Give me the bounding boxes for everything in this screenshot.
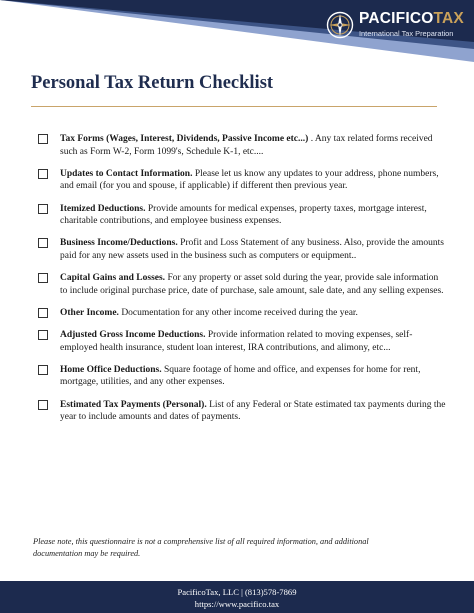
checklist-item xyxy=(38,272,448,297)
checkbox[interactable] xyxy=(38,400,48,410)
footer-contact: PacificoTax, LLC | (813)578-7869 xyxy=(177,587,297,597)
item-text: Documentation for any other income received during the year. xyxy=(118,307,358,318)
checkbox[interactable] xyxy=(38,169,48,179)
compass-icon xyxy=(326,11,354,39)
checkbox[interactable] xyxy=(38,134,48,144)
footer-website-link[interactable]: https://www.pacifico.tax xyxy=(194,599,280,609)
item-heading: Tax Forms (Wages, Interest, Dividends, Passive Income etc...) xyxy=(60,134,309,144)
item-heading: Capital Gains and Losses. xyxy=(60,273,166,284)
item-text: Provide information related to moving expenses, self-employed health insurance, student loan interest, IRA contributions, and alimony, etc... xyxy=(60,330,413,353)
checklist-item xyxy=(38,307,448,320)
item-heading: Itemized Deductions. xyxy=(60,203,146,214)
footer-bar xyxy=(0,581,474,613)
checkbox[interactable] xyxy=(38,365,48,375)
item-text: List of any Federal or State estimated tax payments during the year to include amounts and dates of payments. xyxy=(60,399,446,423)
checklist-item xyxy=(38,329,448,354)
item-text: Please let us know any updates to your address, phone numbers, and email (for you and spouse, if applicable) if different then previous year. xyxy=(60,168,439,192)
title-divider xyxy=(31,106,437,107)
checklist-item xyxy=(38,237,448,262)
checklist-item xyxy=(38,133,448,158)
item-text: Square footage of home and office, and expenses for home for rent, mortgage, utilities, and any other expenses. xyxy=(60,364,421,388)
checkbox[interactable] xyxy=(38,238,48,248)
page-title: Personal Tax Return Checklist xyxy=(31,73,274,93)
disclaimer-note: Please note, this questionnaire is not a comprehensive list of all required information, and additional documentation may be required. xyxy=(33,537,369,558)
item-heading: Adjusted Gross Income Deductions. xyxy=(60,330,206,341)
checklist xyxy=(38,133,448,433)
brand-tagline: International Tax Preparation xyxy=(359,29,454,38)
item-heading: Estimated Tax Payments (Personal). xyxy=(60,399,207,410)
checkbox[interactable] xyxy=(38,204,48,214)
brand-name xyxy=(359,10,464,28)
checklist-item xyxy=(38,364,448,389)
checkbox[interactable] xyxy=(38,308,48,318)
item-text: For any property or asset sold during the year, provide sale information to include original purchase price, date of purchase, sale amount, sale date, and any selling expenses. xyxy=(60,273,444,296)
item-heading: Home Office Deductions. xyxy=(60,364,162,375)
checkbox[interactable] xyxy=(38,330,48,340)
item-heading: Updates to Contact Information. xyxy=(60,168,193,179)
brand-name-primary: PACIFICO xyxy=(359,10,434,27)
checkbox[interactable] xyxy=(38,273,48,283)
checklist-item xyxy=(38,399,448,424)
brand-name-accent: TAX xyxy=(433,10,464,27)
brand-logo xyxy=(326,9,471,43)
item-text: Provide amounts for medical expenses, property taxes, mortgage interest, charitable contributions, and employee business expenses. xyxy=(60,203,427,227)
item-heading: Other Income. xyxy=(60,307,119,318)
item-text: Profit and Loss Statement of any business. Also, provide the amounts paid for any new assets used in the business such as computers or equipment.. xyxy=(60,238,444,261)
item-text: . Any tax related forms received such as Form W-2, Form 1099's, Schedule K-1, etc.... xyxy=(60,134,433,157)
checklist-item xyxy=(38,203,448,228)
checklist-item xyxy=(38,168,448,193)
item-heading: Business Income/Deductions. xyxy=(60,238,178,249)
